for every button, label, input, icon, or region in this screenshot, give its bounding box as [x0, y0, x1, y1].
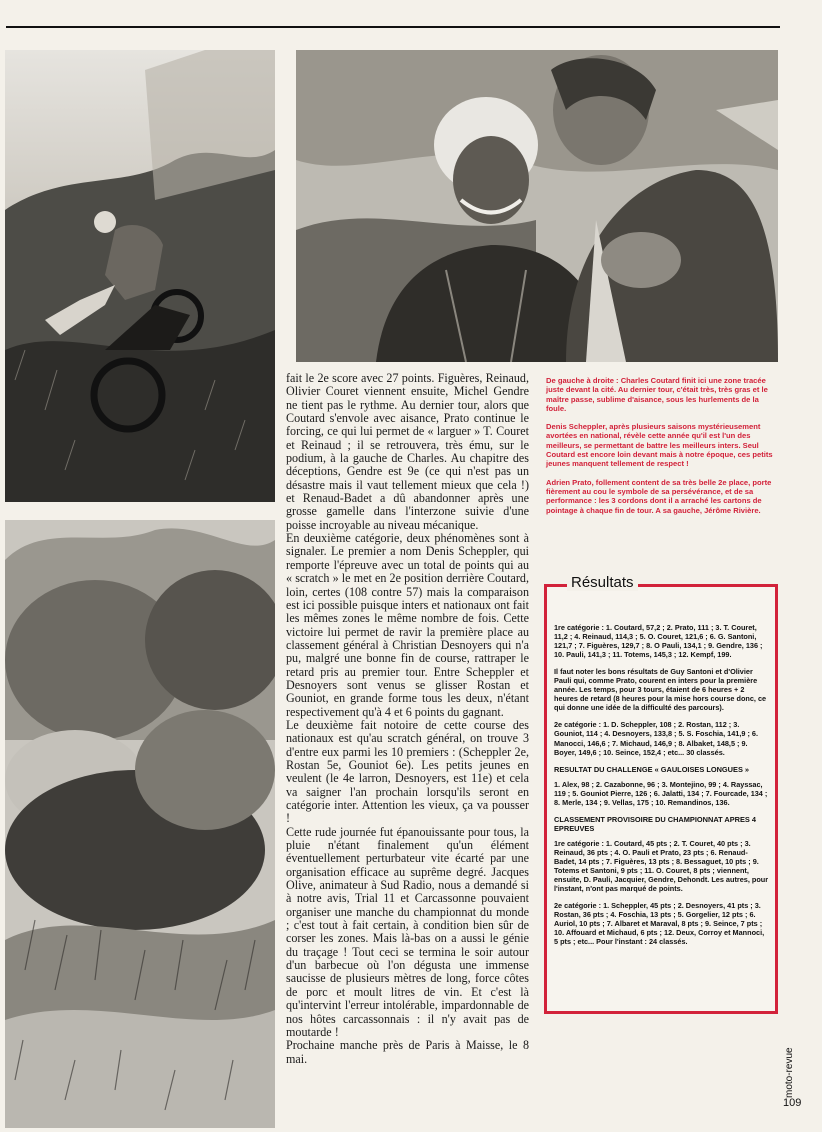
- article-paragraph: fait le 2e score avec 27 points. Figuères, Reinaud, Olivier Couret viennent ensuite, Michel Gendre ne tient pas le rythme. Au dernier tour, alors que Coutard s'envole avec aisance, Prato continue le forcing, ce qui lui permet de « larguer » T. Couret et Reinaud ; il se retrouvera, très ému, sur le podium, à la gauche de Charles. Au chapitre des déceptions, Gendre est 9e (ce qui n'est pas un désastre mais il vaut tellement mieux que cela !) et Renaud-Badet a dû abandonner après une grosse gamelle dans l'interzone suivie d'une poisse incroyable au niveau mécanique.: [286, 371, 529, 532]
- results-note: Il faut noter les bons résultats de Guy Santoni et d'Olivier Pauli qui, comme Prato, courent en inters pour la première année. Les temps, pour 3 tours, étaient de 6 heures + 2 heures de retard (8 heures pour la mise hors course donc, ce qui donne une idée de la difficulté des parcours).: [554, 667, 767, 713]
- caption-coutard: De gauche à droite : Charles Coutard finit ici une zone tracée juste devant la cité. Au dernier tour, c'était très, très gras et le maître passe, sublime d'aisance, sous les hurlements de la foule.: [546, 376, 768, 413]
- article-body: [286, 372, 529, 1066]
- photo-trial-rider: [5, 50, 275, 502]
- top-rule: [6, 26, 780, 28]
- results-box: [544, 574, 778, 1014]
- page-number: 109: [783, 1097, 802, 1109]
- challenge-results: 1. Alex, 98 ; 2. Cazabonne, 96 ; 3. Montejino, 99 ; 4. Rayssac, 119 ; 5. Gouniot Pierre, 126 ; 6. Jalatti, 134 ; 7. Fourcade, 134 ; 8. Merle, 134 ; 9. Vellas, 175 ; 10. Remandinos, 136.: [554, 779, 768, 807]
- caption-scheppler: Denis Scheppler, après plusieurs saisons mystérieusement avortées en national, révèle cette année qu'il est l'un des meilleurs, se permettant de battre les meilleurs inters. Seul Coutard est encore loin devant mais à notre époque, ces petits jeunes manquent tellement de respect !: [546, 422, 773, 469]
- photo-captions: [546, 376, 778, 524]
- championship-cat2: 2e catégorie : 1. Scheppler, 45 pts ; 2. Desnoyers, 41 pts ; 3. Rostan, 36 pts ; 4. Foschia, 13 pts ; 5. Gorgelier, 12 pts ; 6. Auriol, 10 pts ; 7. Albaret et Maraval, 8 pts ; 9. Seince, 7 pts ; 10. Affouard et Michaud, 6 pts ; 12. Deux, Corroy et Mannoci, 5 pts ; etc... Pour l'instant : 24 classés.: [554, 901, 765, 947]
- championship-cat1: 1re catégorie : 1. Coutard, 45 pts ; 2. T. Couret, 40 pts ; 3. Reinaud, 36 pts ; 4. O. Pauli et Prato, 23 pts ; 6. Renaud-Badet, 14 pts ; 7. Figuères, 13 pts ; 8. Bessaguet, 10 pts ; 9. Totems et Santoni, 9 pts ; 11. O. Couret, 8 pts ; viennent, ensuite, D. Pauli, Jacquier, Gendre, Dehondt. Les autres, pour l'instant, n'ont pas marqué de points.: [554, 838, 769, 894]
- results-cat2: 2e catégorie : 1. D. Scheppler, 108 ; 2. Rostan, 112 ; 3. Gouniot, 114 ; 4. Desnoyers, 133,8 ; 5. S. Foschia, 141,9 ; 6. Manocci, 146,6 ; 7. Michaud, 146,9 ; 8. Albaket, 148,5 ; 9. Boyer, 149,6 ; 10. Seince, 152,4 ; etc... 30 classés.: [554, 720, 758, 757]
- magazine-name: [784, 1038, 798, 1098]
- photo-bushes: [5, 520, 275, 1128]
- caption-prato: Adrien Prato, follement content de sa très belle 2e place, porte fièrement au cou le symbole de sa persévérance, et de sa performance : les 3 cordons dont il a arraché les cartons de pointage à chaque fin de tour. A sa gauche, Jérôme Rivière.: [546, 477, 772, 515]
- results-body: [554, 623, 770, 954]
- article-paragraph: Cette rude journée fut épanouissante pour tous, la pluie n'étant finalement qu'un élément éventuellement perturbateur vite écarté par une organisation efficace au suprême degré. Jacques Olive, animateur à Sud Radio, nous a demandé si à notre avis, Trial 11 et Carcassonne pouvaient organiser une manche du championnat du monde ; c'est tout à fait certain, à condition bien sûr de corser les zones. Mais là-bas on a aussi le génie du traçage ! Tout ceci se termina le soir autour d'un barbecue où l'on dégusta une immense saucisse de plusieurs mètres de long, force côtes de porc et moult litres de vin. Et c'est là qu'intervint l'erreur intolérable, impardonnable de nos hôtes carcassonnais : il n'y avait pas de moutarde !: [286, 824, 529, 1039]
- results-cat1: 1re catégorie : 1. Coutard, 57,2 ; 2. Prato, 111 ; 3. T. Couret, 11,2 ; 4. Reinaud, 114,3 ; 5. O. Couret, 121,6 ; 6. G. Santoni, 121,7 ; 7. Figuères, 129,7 ; 8. O Pauli, 134,1 ; 9. Gendre, 136 ; 10. Pauli, 141,3 ; 11. Totems, 145,3 ; 12. Kempf, 199.: [554, 623, 763, 660]
- article-paragraph: Prochaine manche près de Paris à Maisse, le 8 mai.: [286, 1038, 529, 1066]
- championship-heading: CLASSEMENT PROVISOIRE DU CHAMPIONNAT APRES 4 EPREUVES: [554, 814, 757, 833]
- article-paragraph: En deuxième catégorie, deux phénomènes sont à signaler. Le premier a nom Denis Scheppler, qui remporte l'épreuve avec un total de points qui au « scratch » le met en 2e position derrière Coutard, loin, certes (108 contre 57) mais la comparaison est ici possible puisque inters et nationaux ont fait les mêmes zones le même nombre de fois. Cette victoire lui permet de ravir la première place au classement général à Christian Desnoyers qui n'a pu, malgré une bonne fin de course, rattraper le retard pris au premier tour. Entre Scheppler et Desnoyers sont venus se glisser Rostan et Gouniot, en grande forme tous les deux, n'étant respectivement qu'à 4 et 6 points du gagnant.: [286, 531, 529, 719]
- results-title: Résultats: [567, 574, 638, 591]
- article-paragraph: Le deuxième fait notoire de cette course des nationaux est qu'au scratch général, on trouve 3 d'entre eux parmi les 10 premiers : (Scheppler 2e, Rostan 5e, Gouniot 6e). Les petits jeunes en veulent (le 4e larron, Desnoyers, est 11e) et cela va saigner l'an prochain lorsqu'ils seront en catégorie inter. Attention les vieux, ça va pousser !: [286, 717, 529, 826]
- challenge-heading: RESULTAT DU CHALLENGE « GAULOISES LONGUES »: [554, 764, 750, 774]
- magazine-name-text: moto-revue: [784, 1047, 795, 1098]
- photo-riders-portrait: [296, 50, 778, 362]
